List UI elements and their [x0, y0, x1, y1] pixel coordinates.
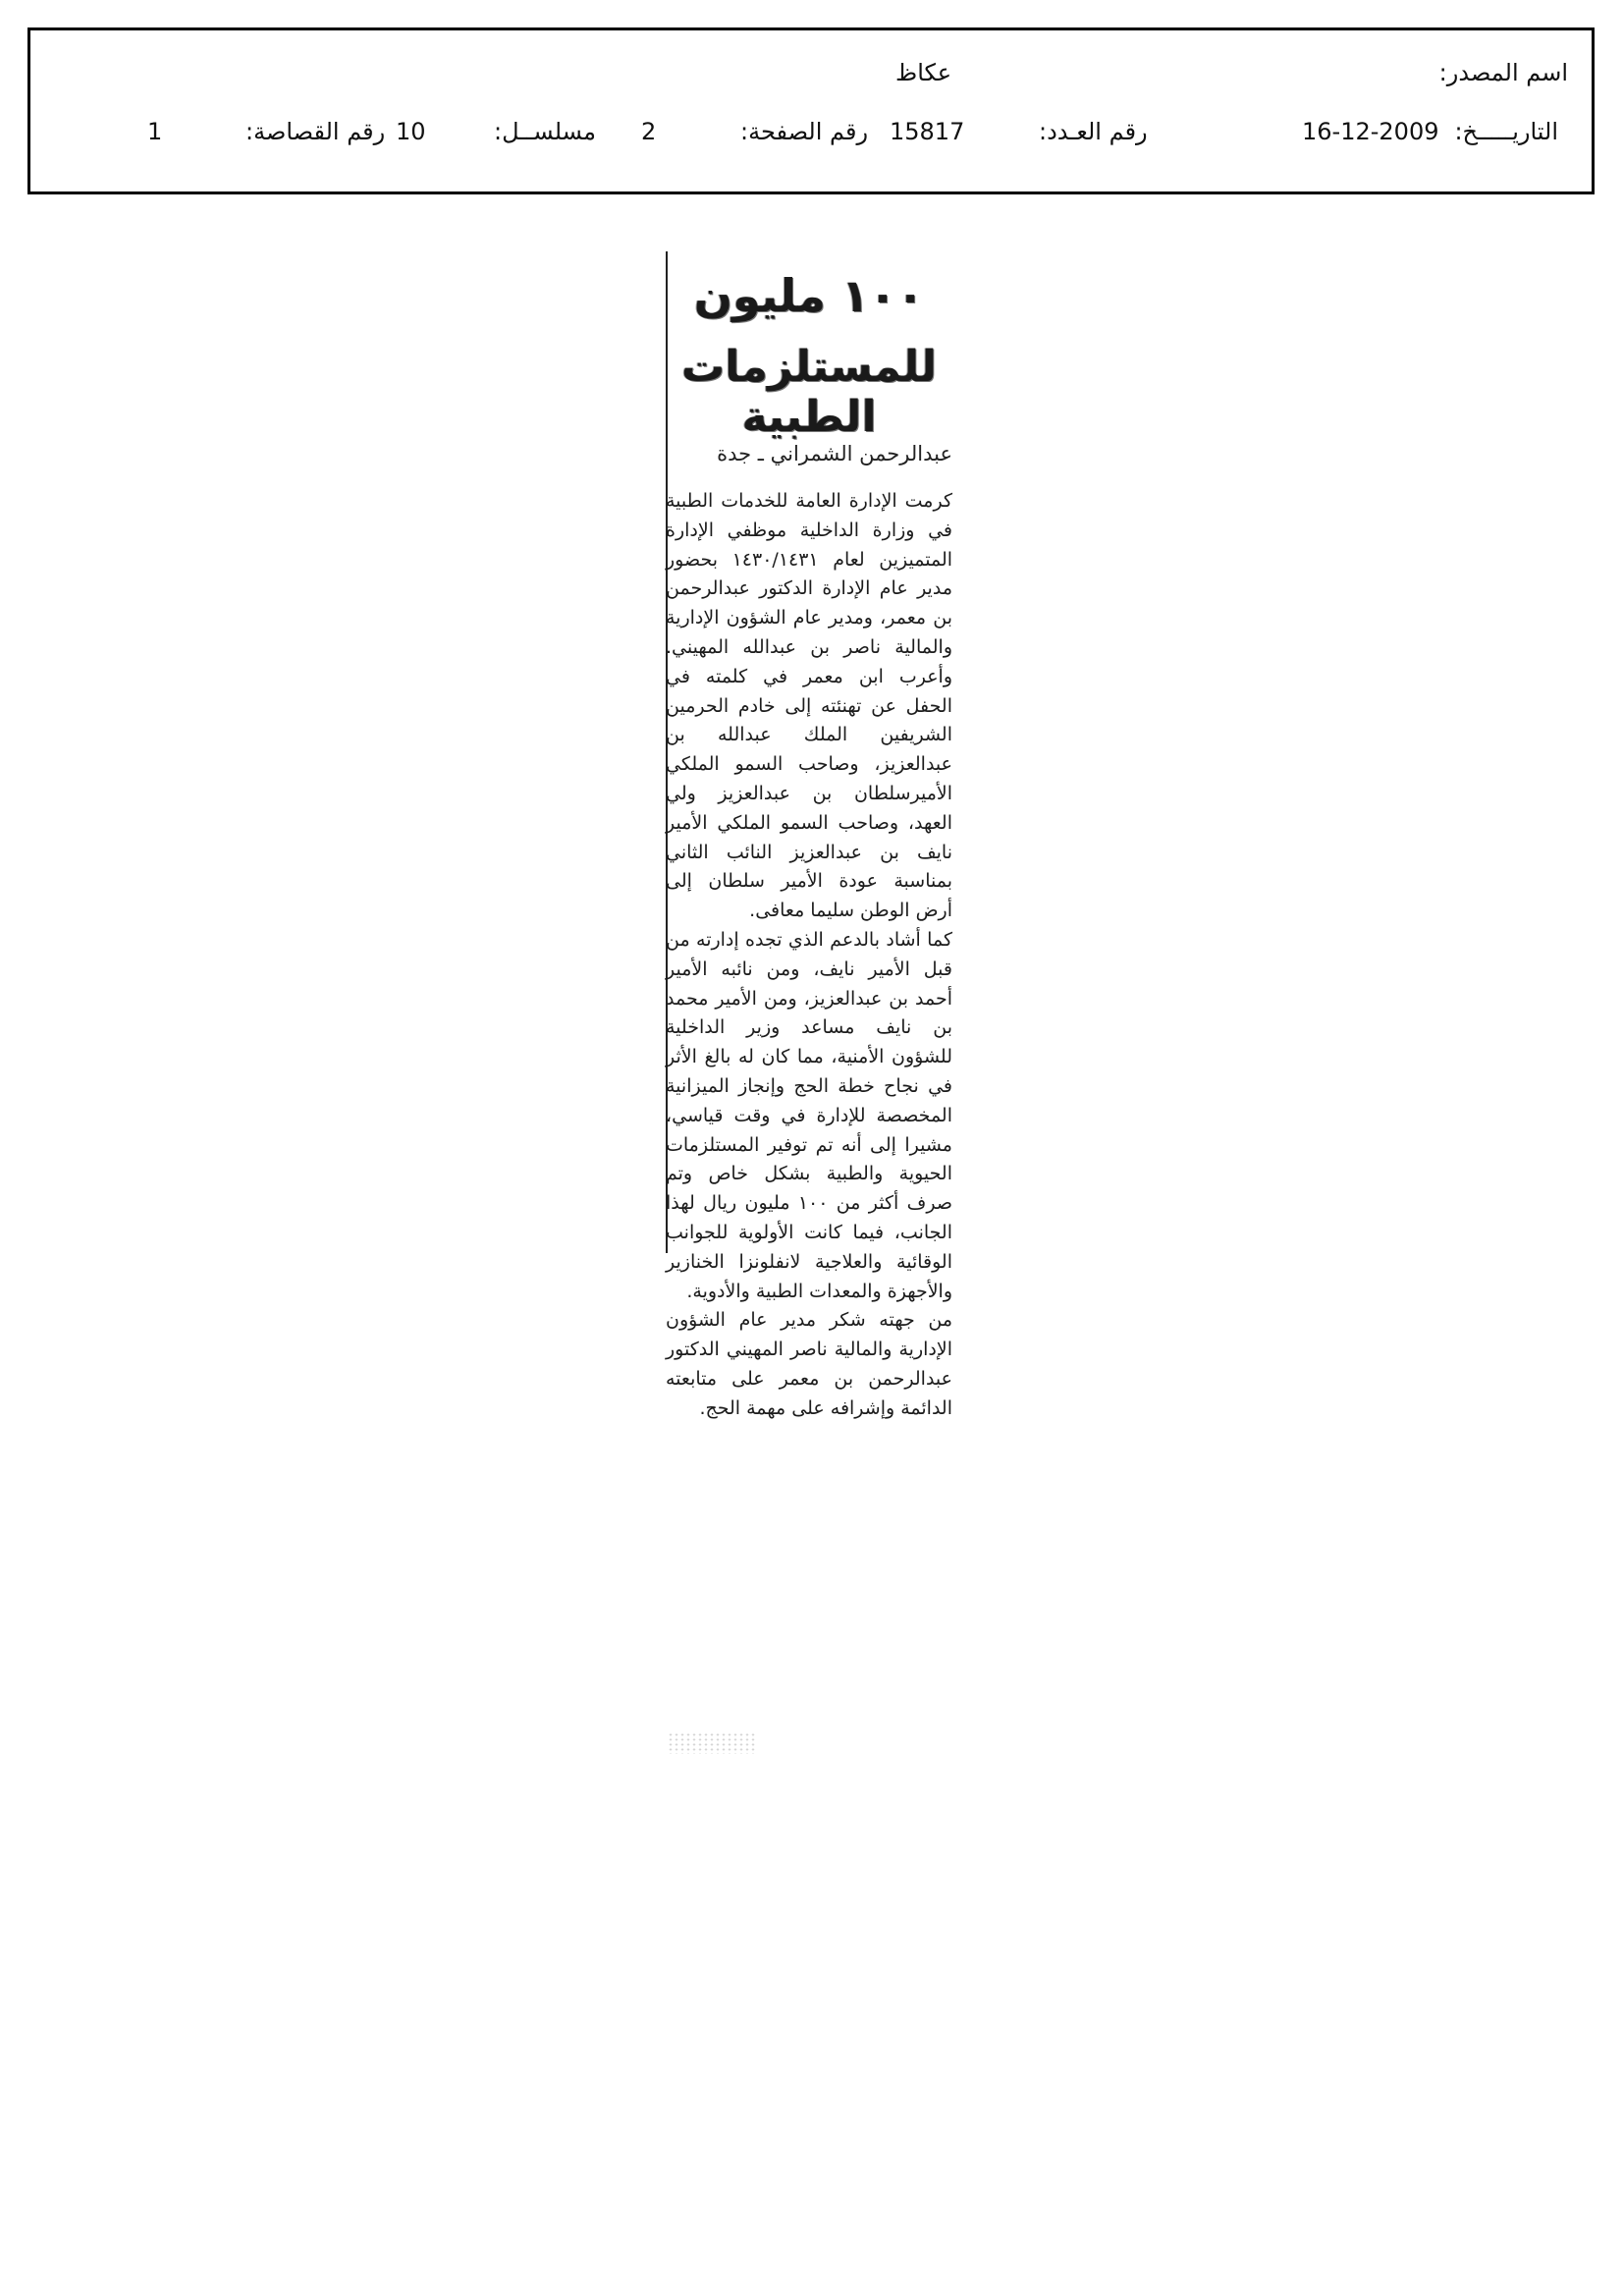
article-paragraph: كرمت الإدارة العامة للخدمات الطبية في وزارة الداخلية موظفي الإدارة المتميزين لعام ١٤٣٠/١٤٣١ بحضور مدير عام الإدارة الدكتور عبدالرحمن بن معمر، ومدير عام الشؤون الإدارية والمالية ناصر بن عبدالله المهيني. وأعرب ابن معمر في كلمته في الحفل عن تهنئته إلى خادم الحرمين الشريفين الملك عبدالله بن عبدالعزيز، وصاحب السمو الملكي الأميرسلطان بن عبدالعزيز ولي العهد، وصاحب السمو الملكي الأمير نايف بن عبدالعزيز النائب الثاني بمناسبة عودة الأمير سلطان إلى أرض الوطن سليما معافى.	[666, 490, 953, 922]
date-value: 16-12-2009	[1302, 118, 1439, 145]
serial-label: مسلســل:	[494, 118, 596, 145]
issue-label: رقم العـدد:	[1039, 118, 1148, 145]
newspaper-clipping	[666, 251, 952, 1764]
source-value: عكاظ	[895, 59, 952, 86]
page-value: 2	[641, 118, 657, 145]
headline-line-2: للمستلزمات الطبية	[680, 342, 938, 442]
headline-line-1: ١٠٠ مليون	[693, 269, 925, 322]
serial-value: 10	[396, 118, 426, 145]
clipping-label: رقم القصاصة:	[245, 118, 386, 145]
source-label: اسم المصدر:	[1438, 59, 1568, 86]
article-paragraph: من جهته شكر مدير عام الشؤون الإدارية والمالية ناصر المهيني الدكتور عبدالرحمن بن معمر على متابعته الدائمة وإشرافه على مهمة الحج.	[666, 1309, 952, 1419]
article-body	[666, 487, 952, 1424]
byline: عبدالرحمن الشمراني ـ جدة	[717, 442, 952, 465]
issue-value: 15817	[890, 118, 965, 145]
page-label: رقم الصفحة:	[740, 118, 869, 145]
article-paragraph: كما أشاد بالدعم الذي تجده إدارته من قبل الأمير نايف، ومن نائبه الأمير أحمد بن عبدالعزيز، ومن الأمير محمد بن نايف مساعد وزير الداخلية للشؤون الأمنية، مما كان له بالغ الأثر في نجاح خطة الحج وإنجاز الميزانية المخصصة للإدارة في وقت قياسي، مشيرا إلى أنه تم توفير المستلزمات الحيوية والطبية بشكل خاص وتم صرف أكثر من ١٠٠ مليون ريال لهذا الجانب، فيما كانت الأولوية للجوانب الوقائية والعلاجية لانفلونزا الخنازير والأجهزة والمعدات الطبية والأدوية.	[666, 928, 952, 1302]
date-label: التاريـــــخ:	[1454, 118, 1558, 145]
scan-noise	[668, 1732, 756, 1754]
clipping-metadata-box	[27, 27, 1595, 194]
clipping-value: 1	[147, 118, 163, 145]
